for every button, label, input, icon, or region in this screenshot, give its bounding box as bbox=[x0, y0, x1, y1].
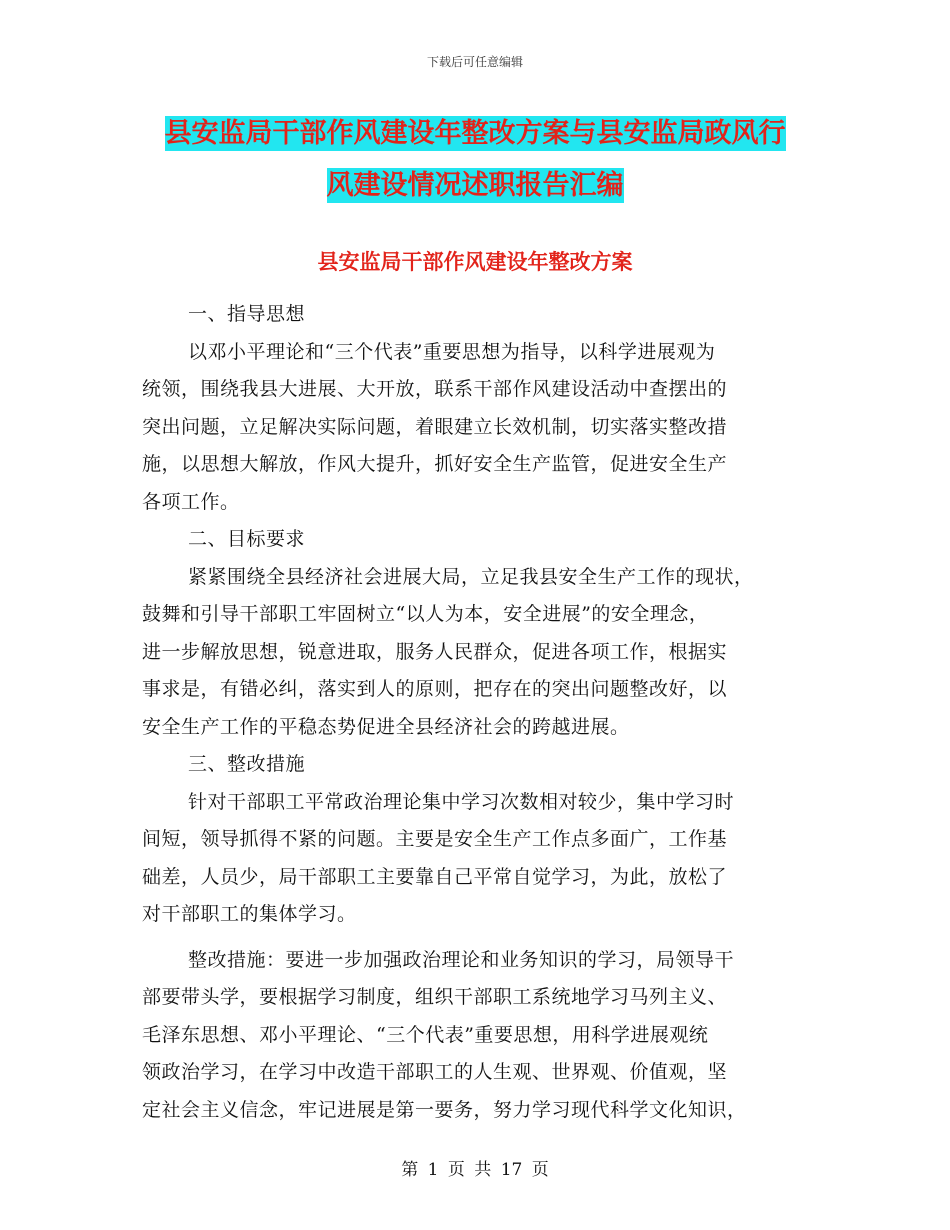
paragraph-line: 对干部职工的集体学习。 bbox=[142, 903, 357, 925]
heading-measures: 三、整改措施 bbox=[188, 753, 306, 775]
heading-goals: 二、目标要求 bbox=[188, 528, 306, 550]
paragraph-line: 整改措施：要进一步加强政治理论和业务知识的学习，局领导干 bbox=[188, 948, 735, 971]
paragraph-line: 毛泽东思想、邓小平理论、“三个代表”重要思想，用科学进展观统 bbox=[142, 1023, 709, 1046]
paragraph-line: 领政治学习，在学习中改造干部职工的人生观、世界观、价值观，坚 bbox=[142, 1061, 728, 1083]
paragraph-line: 进一步解放思想，锐意进取，服务人民群众，促进各项工作，根据实 bbox=[142, 640, 728, 663]
header-note: 下载后可任意编辑 bbox=[426, 55, 523, 69]
heading-guiding-thought: 一、指导思想 bbox=[188, 303, 306, 325]
paragraph-line: 鼓舞和引导干部职工牢固树立“以人为本，安全进展”的安全理念， bbox=[142, 603, 709, 625]
paragraph-line: 施，以思想大解放，作风大提升，抓好安全生产监管，促进安全生产 bbox=[142, 453, 728, 475]
paragraph-line: 以邓小平理论和“三个代表”重要思想为指导，以科学进展观为 bbox=[188, 340, 716, 363]
paragraph-line: 紧紧围绕全县经济社会进展大局，立足我县安全生产工作的现状， bbox=[188, 565, 754, 588]
paragraph-line: 部要带头学，要根据学习制度，组织干部职工系统地学习马列主义、 bbox=[142, 986, 728, 1008]
paragraph-line: 定社会主义信念，牢记进展是第一要务，努力学习现代科学文化知识， bbox=[142, 1098, 747, 1121]
section-title: 县安监局干部作风建设年整改方案 bbox=[317, 250, 633, 274]
paragraph-line: 间短，领导抓得不紧的问题。主要是安全生产工作点多面广，工作基 bbox=[142, 828, 728, 850]
document-body bbox=[142, 296, 812, 1129]
paragraph-line: 针对干部职工平常政治理论集中学习次数相对较少，集中学习时 bbox=[188, 790, 735, 813]
paragraph-gap bbox=[142, 934, 812, 942]
paragraph-line: 统领，围绕我县大进展、大开放，联系干部作风建设活动中查摆出的 bbox=[142, 378, 728, 400]
paragraph-line: 础差，人员少，局干部职工主要靠自己平常自觉学习，为此，放松了 bbox=[142, 865, 728, 888]
title-line-1: 县安监局干部作风建设年整改方案与县安监局政风行 bbox=[164, 118, 786, 149]
paragraph-line: 事求是，有错必纠，落实到人的原则，把存在的突出问题整改好，以 bbox=[142, 678, 728, 700]
paragraph-line: 安全生产工作的平稳态势促进全县经济社会的跨越进展。 bbox=[142, 715, 630, 738]
title-line-2: 风建设情况述职报告汇编 bbox=[326, 170, 624, 201]
document-title bbox=[0, 108, 950, 212]
page-footer: 第 1 页 共 17 页 bbox=[401, 1160, 549, 1180]
paragraph-line: 各项工作。 bbox=[142, 490, 240, 513]
paragraph-line: 突出问题，立足解决实际问题，着眼建立长效机制，切实落实整改措 bbox=[142, 415, 728, 438]
